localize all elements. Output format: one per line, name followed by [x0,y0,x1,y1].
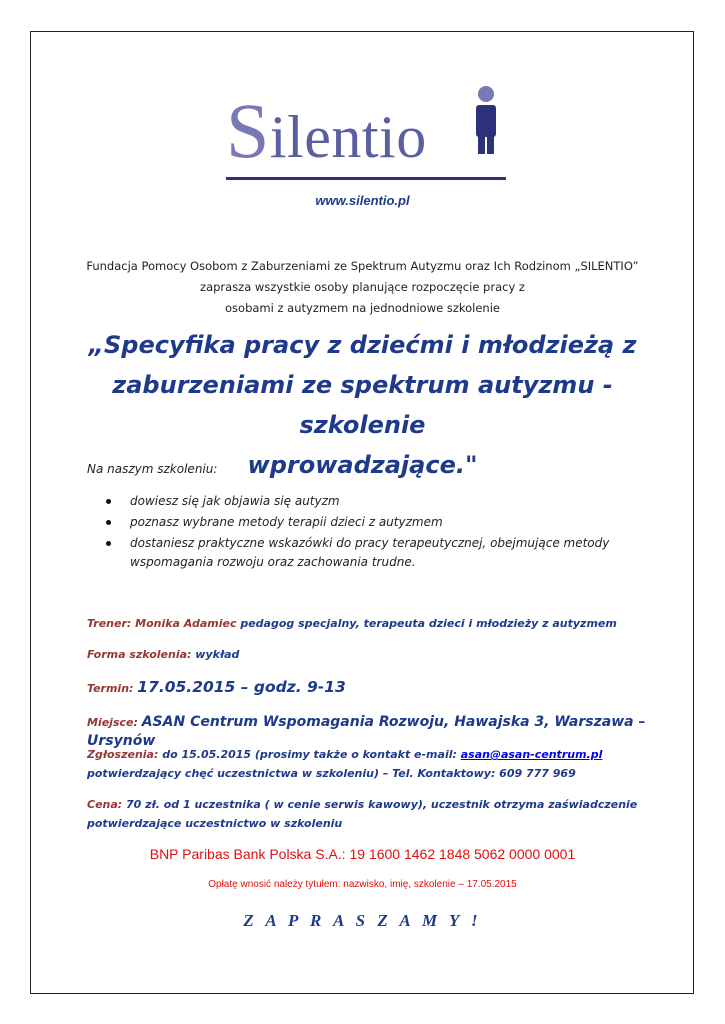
price-row [87,795,647,833]
intro-line: osobami z autyzmem na jednodniowe szkolenie [225,301,500,315]
bullets-lead: Na naszym szkoleniu: [87,462,218,476]
payment-note: Opłatę wnosić należy tytułem: nazwisko, imię, szkolenie – 17.05.2015 [208,879,517,890]
list-item-text: dowiesz się jak objawia się autyzm [130,494,340,508]
date-label: Termin: [87,682,134,695]
place-label: Miejsce: [87,716,138,729]
email-link[interactable]: asan@asan-centrum.pl [460,748,603,761]
title-line: „Specyfika pracy z dziećmi i młodzieżą z [88,331,637,359]
bullet-icon [106,520,111,525]
signup-value-end: potwierdzający chęć uczestnictwa w szkoleniu) – Tel. Kontaktowy: 609 777 969 [87,767,576,780]
website-link[interactable]: www.silentio.pl [315,193,410,208]
form-label: Forma szkolenia: [87,648,192,661]
intro-line: zaprasza wszystkie osoby planujące rozpoczęcie pracy z [200,280,525,294]
logo-initial: S [226,87,270,174]
list-item [87,492,630,511]
person-icon [469,86,503,156]
logo-underline [226,177,506,180]
logo-wordmark [226,86,427,182]
bullet-icon [106,541,111,546]
bullet-icon [106,499,111,504]
place-value: ASAN Centrum Wspomagania Rozwoju, Hawajska 3, Warszawa – Ursynów [87,714,646,749]
invitation-text: Z A P R A S Z A M Y ! [243,911,482,930]
trainer-row [87,614,667,633]
intro-line: Fundacja Pomocy Osobom z Zaburzeniami ze Spektrum Autyzmu oraz Ich Rodzinom „SILENTIO” [86,259,639,273]
bank-account: BNP Paribas Bank Polska S.A.: 19 1600 1462 1848 5062 0000 0001 [149,846,576,862]
price-label: Cena: [87,798,123,811]
form-value: wykład [195,648,240,661]
price-value: 70 zł. od 1 uczestnika ( w cenie serwis kawowy), uczestnik otrzyma zaświadczenie potwierdzające uczestnictwo w szkoleniu [87,798,638,830]
title-line: zaburzeniami ze spektrum autyzmu - szkolenie [112,371,613,439]
signup-row [87,745,652,783]
benefit-list [87,492,667,574]
trainer-label: Trener: Monika Adamiec [87,617,237,630]
list-item-text: poznasz wybrane metody terapii dzieci z autyzmem [130,515,443,529]
silentio-logo [226,86,506,178]
date-row [87,678,667,698]
trainer-value: pedagog specjalny, terapeuta dzieci i młodzieży z autyzmem [240,617,617,630]
list-item [87,513,630,532]
signup-label: Zgłoszenia: [87,748,159,761]
training-title [60,325,665,485]
list-item-text: dostaniesz praktyczne wskazówki do pracy terapeutycznej, obejmujące metody wspomagania rozwoju oraz zachowania trudne. [130,536,610,569]
signup-value-start: do 15.05.2015 (prosimy także o kontakt e-mail: [162,748,457,761]
form-row [87,645,667,664]
list-item [87,534,630,572]
intro-text [60,256,665,319]
title-line: wprowadzające." [247,451,478,479]
logo-rest: ilentio [269,104,427,170]
date-value: 17.05.2015 – godz. 9-13 [137,678,346,696]
